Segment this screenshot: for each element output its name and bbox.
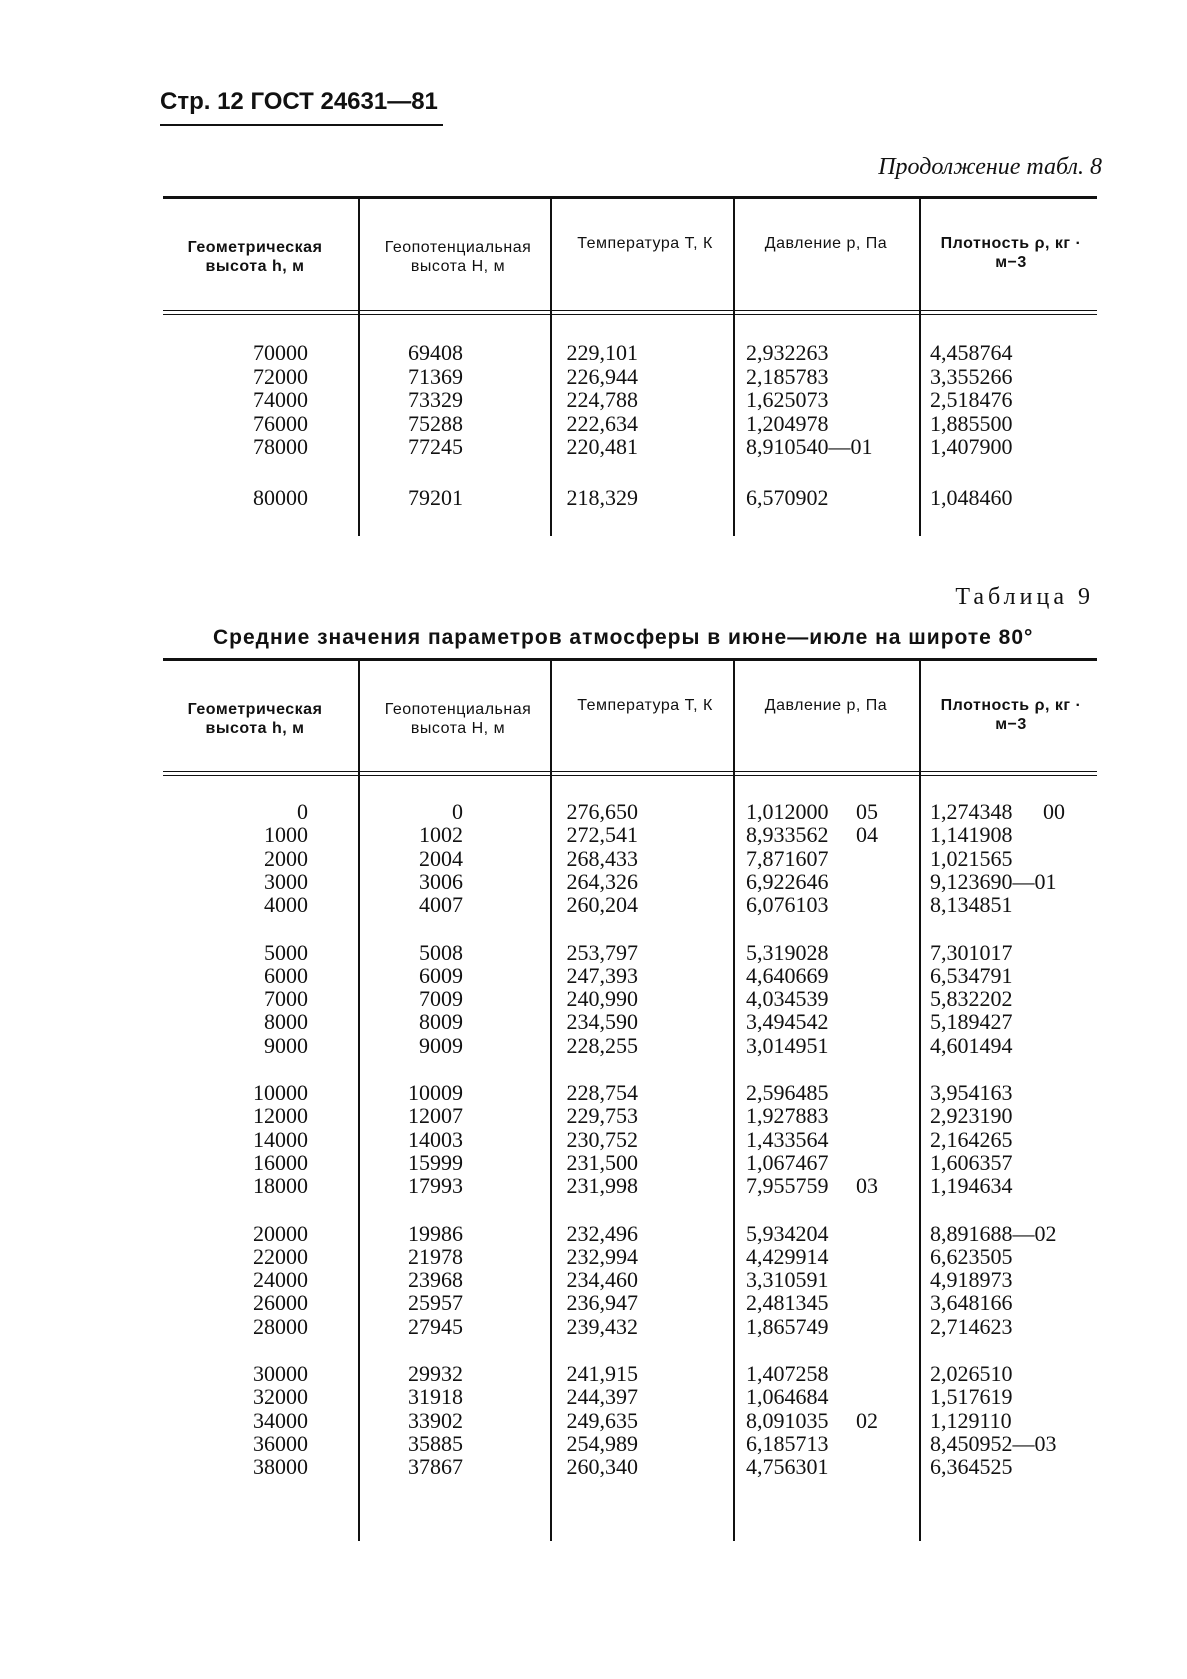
cell-pressure: 1,067467	[746, 1149, 829, 1175]
cell-density: 8,891688—02	[930, 1220, 1057, 1246]
cell-density: 1,021565	[930, 845, 1013, 871]
cell-pressure: 8,933562	[746, 822, 829, 848]
cell-geopotential-altitude: 6009	[419, 962, 463, 988]
page-header: Стр. 12 ГОСТ 24631—81	[160, 88, 438, 115]
cell-geopotential-altitude: 1002	[419, 822, 463, 848]
cell-geopotential-altitude: 10009	[408, 1080, 463, 1105]
header-density: Плотность ρ, кг · м−3	[940, 235, 1082, 271]
cell-density: 9,123690—01	[930, 868, 1057, 894]
cell-density: 5,832202	[930, 986, 1013, 1012]
cell-geometric-altitude: 12000	[253, 1103, 308, 1129]
table-8-continuation	[163, 196, 1097, 536]
cell-geopotential-altitude: 15999	[408, 1149, 463, 1175]
cell-geopotential-altitude: 31918	[408, 1384, 463, 1410]
cell-temperature: 218,329	[566, 484, 638, 510]
cell-pressure: 4,034539	[746, 986, 829, 1012]
cell-geopotential-altitude: 77245	[408, 434, 463, 459]
cell-geometric-altitude: 74000	[253, 387, 308, 412]
cell-temperature: 228,754	[566, 1080, 638, 1105]
cell-geometric-altitude: 22000	[253, 1243, 308, 1269]
cell-geopotential-altitude: 12007	[408, 1103, 463, 1129]
column-divider	[919, 196, 921, 536]
cell-pressure: 2,932263	[746, 340, 829, 365]
cell-geopotential-altitude: 79201	[408, 484, 463, 510]
cell-temperature: 236,947	[566, 1290, 638, 1316]
cell-temperature: 228,255	[566, 1032, 638, 1058]
cell-pressure: 6,922646	[746, 868, 829, 894]
cell-temperature: 253,797	[566, 939, 638, 965]
cell-geometric-altitude: 3000	[264, 868, 308, 894]
cell-geometric-altitude: 7000	[264, 986, 308, 1012]
table-top-rule	[163, 196, 1097, 199]
header-temperature: Температура T, К	[577, 697, 713, 714]
cell-temperature: 232,994	[566, 1243, 638, 1269]
cell-pressure: 1,012000	[746, 799, 829, 824]
cell-geometric-altitude: 1000	[264, 822, 308, 848]
cell-geopotential-altitude: 2004	[419, 845, 463, 871]
cell-temperature: 260,204	[566, 892, 638, 918]
cell-geometric-altitude: 34000	[253, 1407, 308, 1433]
cell-temperature: 247,393	[566, 962, 638, 988]
cell-geopotential-altitude: 27945	[408, 1313, 463, 1339]
cell-density: 3,648166	[930, 1290, 1013, 1316]
cell-pressure: 4,429914	[746, 1243, 829, 1269]
cell-density: 6,623505	[930, 1243, 1013, 1269]
cell-pressure: 4,640669	[746, 962, 829, 988]
cell-geopotential-altitude: 35885	[408, 1430, 463, 1456]
header-density: Плотность ρ, кг · м−3	[940, 697, 1082, 733]
cell-geometric-altitude: 20000	[253, 1220, 308, 1246]
cell-temperature: 272,541	[566, 822, 638, 848]
cell-geometric-altitude: 70000	[253, 340, 308, 365]
table-9	[163, 658, 1097, 1541]
cell-geometric-altitude: 72000	[253, 363, 308, 389]
cell-temperature: 234,590	[566, 1009, 638, 1035]
header-geometric-altitude: Геометрическая высота h, м	[187, 239, 323, 275]
cell-geopotential-altitude: 71369	[408, 363, 463, 389]
cell-temperature: 224,788	[566, 387, 638, 412]
cell-temperature: 231,500	[566, 1149, 638, 1175]
cell-pressure: 2,185783	[746, 363, 829, 389]
cell-density: 2,518476	[930, 387, 1013, 412]
cell-temperature: 240,990	[566, 986, 638, 1012]
cell-pressure: 2,596485	[746, 1080, 829, 1105]
cell-geometric-altitude: 6000	[264, 962, 308, 988]
cell-pressure: 1,865749	[746, 1313, 829, 1339]
cell-geopotential-altitude: 73329	[408, 387, 463, 412]
cell-geopotential-altitude: 14003	[408, 1126, 463, 1152]
cell-geometric-altitude: 5000	[264, 939, 308, 965]
cell-temperature: 232,496	[566, 1220, 638, 1246]
cell-temperature: 230,752	[566, 1126, 638, 1152]
cell-density: 1,274348	[930, 799, 1013, 824]
header-double-rule	[163, 771, 1097, 776]
cell-density: 1,606357	[930, 1149, 1013, 1175]
table-9-caption: Средние значения параметров атмосферы в июне—июле на широте 80°	[213, 626, 1034, 649]
cell-geometric-altitude: 16000	[253, 1149, 308, 1175]
cell-pressure: 1,927883	[746, 1103, 829, 1129]
cell-pressure-exponent: 02	[856, 1407, 878, 1433]
column-divider	[733, 658, 735, 1541]
cell-geometric-altitude: 28000	[253, 1313, 308, 1339]
cell-geopotential-altitude: 19986	[408, 1220, 463, 1246]
cell-geometric-altitude: 30000	[253, 1361, 308, 1386]
cell-density: 1,407900	[930, 434, 1013, 459]
table-top-rule	[163, 658, 1097, 661]
cell-geopotential-altitude: 33902	[408, 1407, 463, 1433]
cell-geometric-altitude: 32000	[253, 1384, 308, 1410]
cell-temperature: 220,481	[566, 434, 638, 459]
cell-pressure: 2,481345	[746, 1290, 829, 1316]
cell-pressure: 6,185713	[746, 1430, 829, 1456]
cell-geopotential-altitude: 21978	[408, 1243, 463, 1269]
cell-geometric-altitude: 2000	[264, 845, 308, 871]
cell-geometric-altitude: 24000	[253, 1267, 308, 1293]
cell-density: 2,714623	[930, 1313, 1013, 1339]
cell-density: 4,918973	[930, 1267, 1013, 1293]
cell-geopotential-altitude: 0	[452, 799, 463, 824]
cell-temperature: 239,432	[566, 1313, 638, 1339]
cell-density-exponent: 00	[1043, 799, 1065, 824]
cell-temperature: 254,989	[566, 1430, 638, 1456]
cell-density: 1,885500	[930, 410, 1013, 436]
cell-temperature: 268,433	[566, 845, 638, 871]
column-divider	[733, 196, 735, 536]
cell-geopotential-altitude: 37867	[408, 1454, 463, 1480]
cell-geometric-altitude: 36000	[253, 1430, 308, 1456]
cell-pressure: 3,494542	[746, 1009, 829, 1035]
cell-temperature: 244,397	[566, 1384, 638, 1410]
cell-pressure-exponent: 04	[856, 822, 878, 848]
cell-pressure: 8,091035	[746, 1407, 829, 1433]
cell-geopotential-altitude: 75288	[408, 410, 463, 436]
header-pressure: Давление p, Па	[764, 235, 888, 252]
cell-temperature: 231,998	[566, 1173, 638, 1199]
cell-geometric-altitude: 18000	[253, 1173, 308, 1199]
header-pressure: Давление p, Па	[764, 697, 888, 714]
cell-pressure: 5,934204	[746, 1220, 829, 1246]
continuation-label: Продолжение табл. 8	[878, 154, 1102, 180]
cell-geometric-altitude: 0	[297, 799, 308, 824]
page-header-rule	[160, 124, 443, 126]
cell-pressure: 1,433564	[746, 1126, 829, 1152]
cell-geometric-altitude: 78000	[253, 434, 308, 459]
cell-density: 4,601494	[930, 1032, 1013, 1058]
cell-density: 1,129110	[930, 1407, 1012, 1433]
cell-temperature: 264,326	[566, 868, 638, 894]
cell-geopotential-altitude: 9009	[419, 1032, 463, 1058]
cell-geometric-altitude: 4000	[264, 892, 308, 918]
cell-pressure: 7,871607	[746, 845, 829, 871]
header-geometric-altitude: Геометрическая высота h, м	[187, 701, 323, 737]
cell-pressure: 7,955759	[746, 1173, 829, 1199]
cell-pressure: 5,319028	[746, 939, 829, 965]
cell-pressure: 6,570902	[746, 484, 829, 510]
cell-temperature: 249,635	[566, 1407, 638, 1433]
cell-pressure: 3,310591	[746, 1267, 829, 1293]
cell-pressure: 1,204978	[746, 410, 829, 436]
cell-geometric-altitude: 9000	[264, 1032, 308, 1058]
cell-pressure: 1,625073	[746, 387, 829, 412]
cell-density: 2,923190	[930, 1103, 1013, 1129]
cell-density: 3,954163	[930, 1080, 1013, 1105]
cell-density: 1,048460	[930, 484, 1013, 510]
cell-geometric-altitude: 26000	[253, 1290, 308, 1316]
cell-geopotential-altitude: 7009	[419, 986, 463, 1012]
cell-pressure-exponent: 03	[856, 1173, 878, 1199]
cell-density: 1,517619	[930, 1384, 1013, 1410]
table-9-label: Таблица 9	[955, 584, 1094, 610]
cell-geometric-altitude: 80000	[253, 484, 308, 510]
cell-density: 5,189427	[930, 1009, 1013, 1035]
cell-temperature: 229,753	[566, 1103, 638, 1129]
cell-geometric-altitude: 38000	[253, 1454, 308, 1480]
cell-density: 6,364525	[930, 1454, 1013, 1480]
header-double-rule	[163, 310, 1097, 315]
header-geopotential-altitude: Геопотенциальная высота H, м	[384, 239, 532, 275]
cell-density: 7,301017	[930, 939, 1013, 965]
cell-geopotential-altitude: 8009	[419, 1009, 463, 1035]
cell-density: 2,164265	[930, 1126, 1013, 1152]
cell-geometric-altitude: 8000	[264, 1009, 308, 1035]
cell-geopotential-altitude: 17993	[408, 1173, 463, 1199]
cell-temperature: 229,101	[566, 340, 638, 365]
header-temperature: Температура T, К	[577, 235, 713, 252]
cell-temperature: 260,340	[566, 1454, 638, 1480]
cell-geopotential-altitude: 4007	[419, 892, 463, 918]
cell-density: 1,194634	[930, 1173, 1013, 1199]
cell-pressure: 1,407258	[746, 1361, 829, 1386]
cell-pressure: 8,910540—01	[746, 434, 873, 459]
cell-density: 4,458764	[930, 340, 1013, 365]
cell-geopotential-altitude: 29932	[408, 1361, 463, 1386]
cell-density: 8,134851	[930, 892, 1013, 918]
cell-geopotential-altitude: 25957	[408, 1290, 463, 1316]
cell-density: 6,534791	[930, 962, 1013, 988]
cell-geometric-altitude: 10000	[253, 1080, 308, 1105]
cell-pressure: 3,014951	[746, 1032, 829, 1058]
cell-geometric-altitude: 14000	[253, 1126, 308, 1152]
cell-temperature: 222,634	[566, 410, 638, 436]
cell-geometric-altitude: 76000	[253, 410, 308, 436]
cell-density: 8,450952—03	[930, 1430, 1057, 1456]
cell-geopotential-altitude: 69408	[408, 340, 463, 365]
cell-temperature: 234,460	[566, 1267, 638, 1293]
cell-pressure: 6,076103	[746, 892, 829, 918]
cell-pressure: 4,756301	[746, 1454, 829, 1480]
column-divider	[919, 658, 921, 1541]
cell-temperature: 241,915	[566, 1361, 638, 1386]
header-geopotential-altitude: Геопотенциальная высота H, м	[384, 701, 532, 737]
cell-temperature: 276,650	[566, 799, 638, 824]
cell-geopotential-altitude: 23968	[408, 1267, 463, 1293]
cell-geopotential-altitude: 5008	[419, 939, 463, 965]
cell-pressure-exponent: 05	[856, 799, 878, 824]
cell-geopotential-altitude: 3006	[419, 868, 463, 894]
cell-density: 3,355266	[930, 363, 1013, 389]
cell-pressure: 1,064684	[746, 1384, 829, 1410]
cell-density: 2,026510	[930, 1361, 1013, 1386]
cell-density: 1,141908	[930, 822, 1013, 848]
cell-temperature: 226,944	[566, 363, 638, 389]
